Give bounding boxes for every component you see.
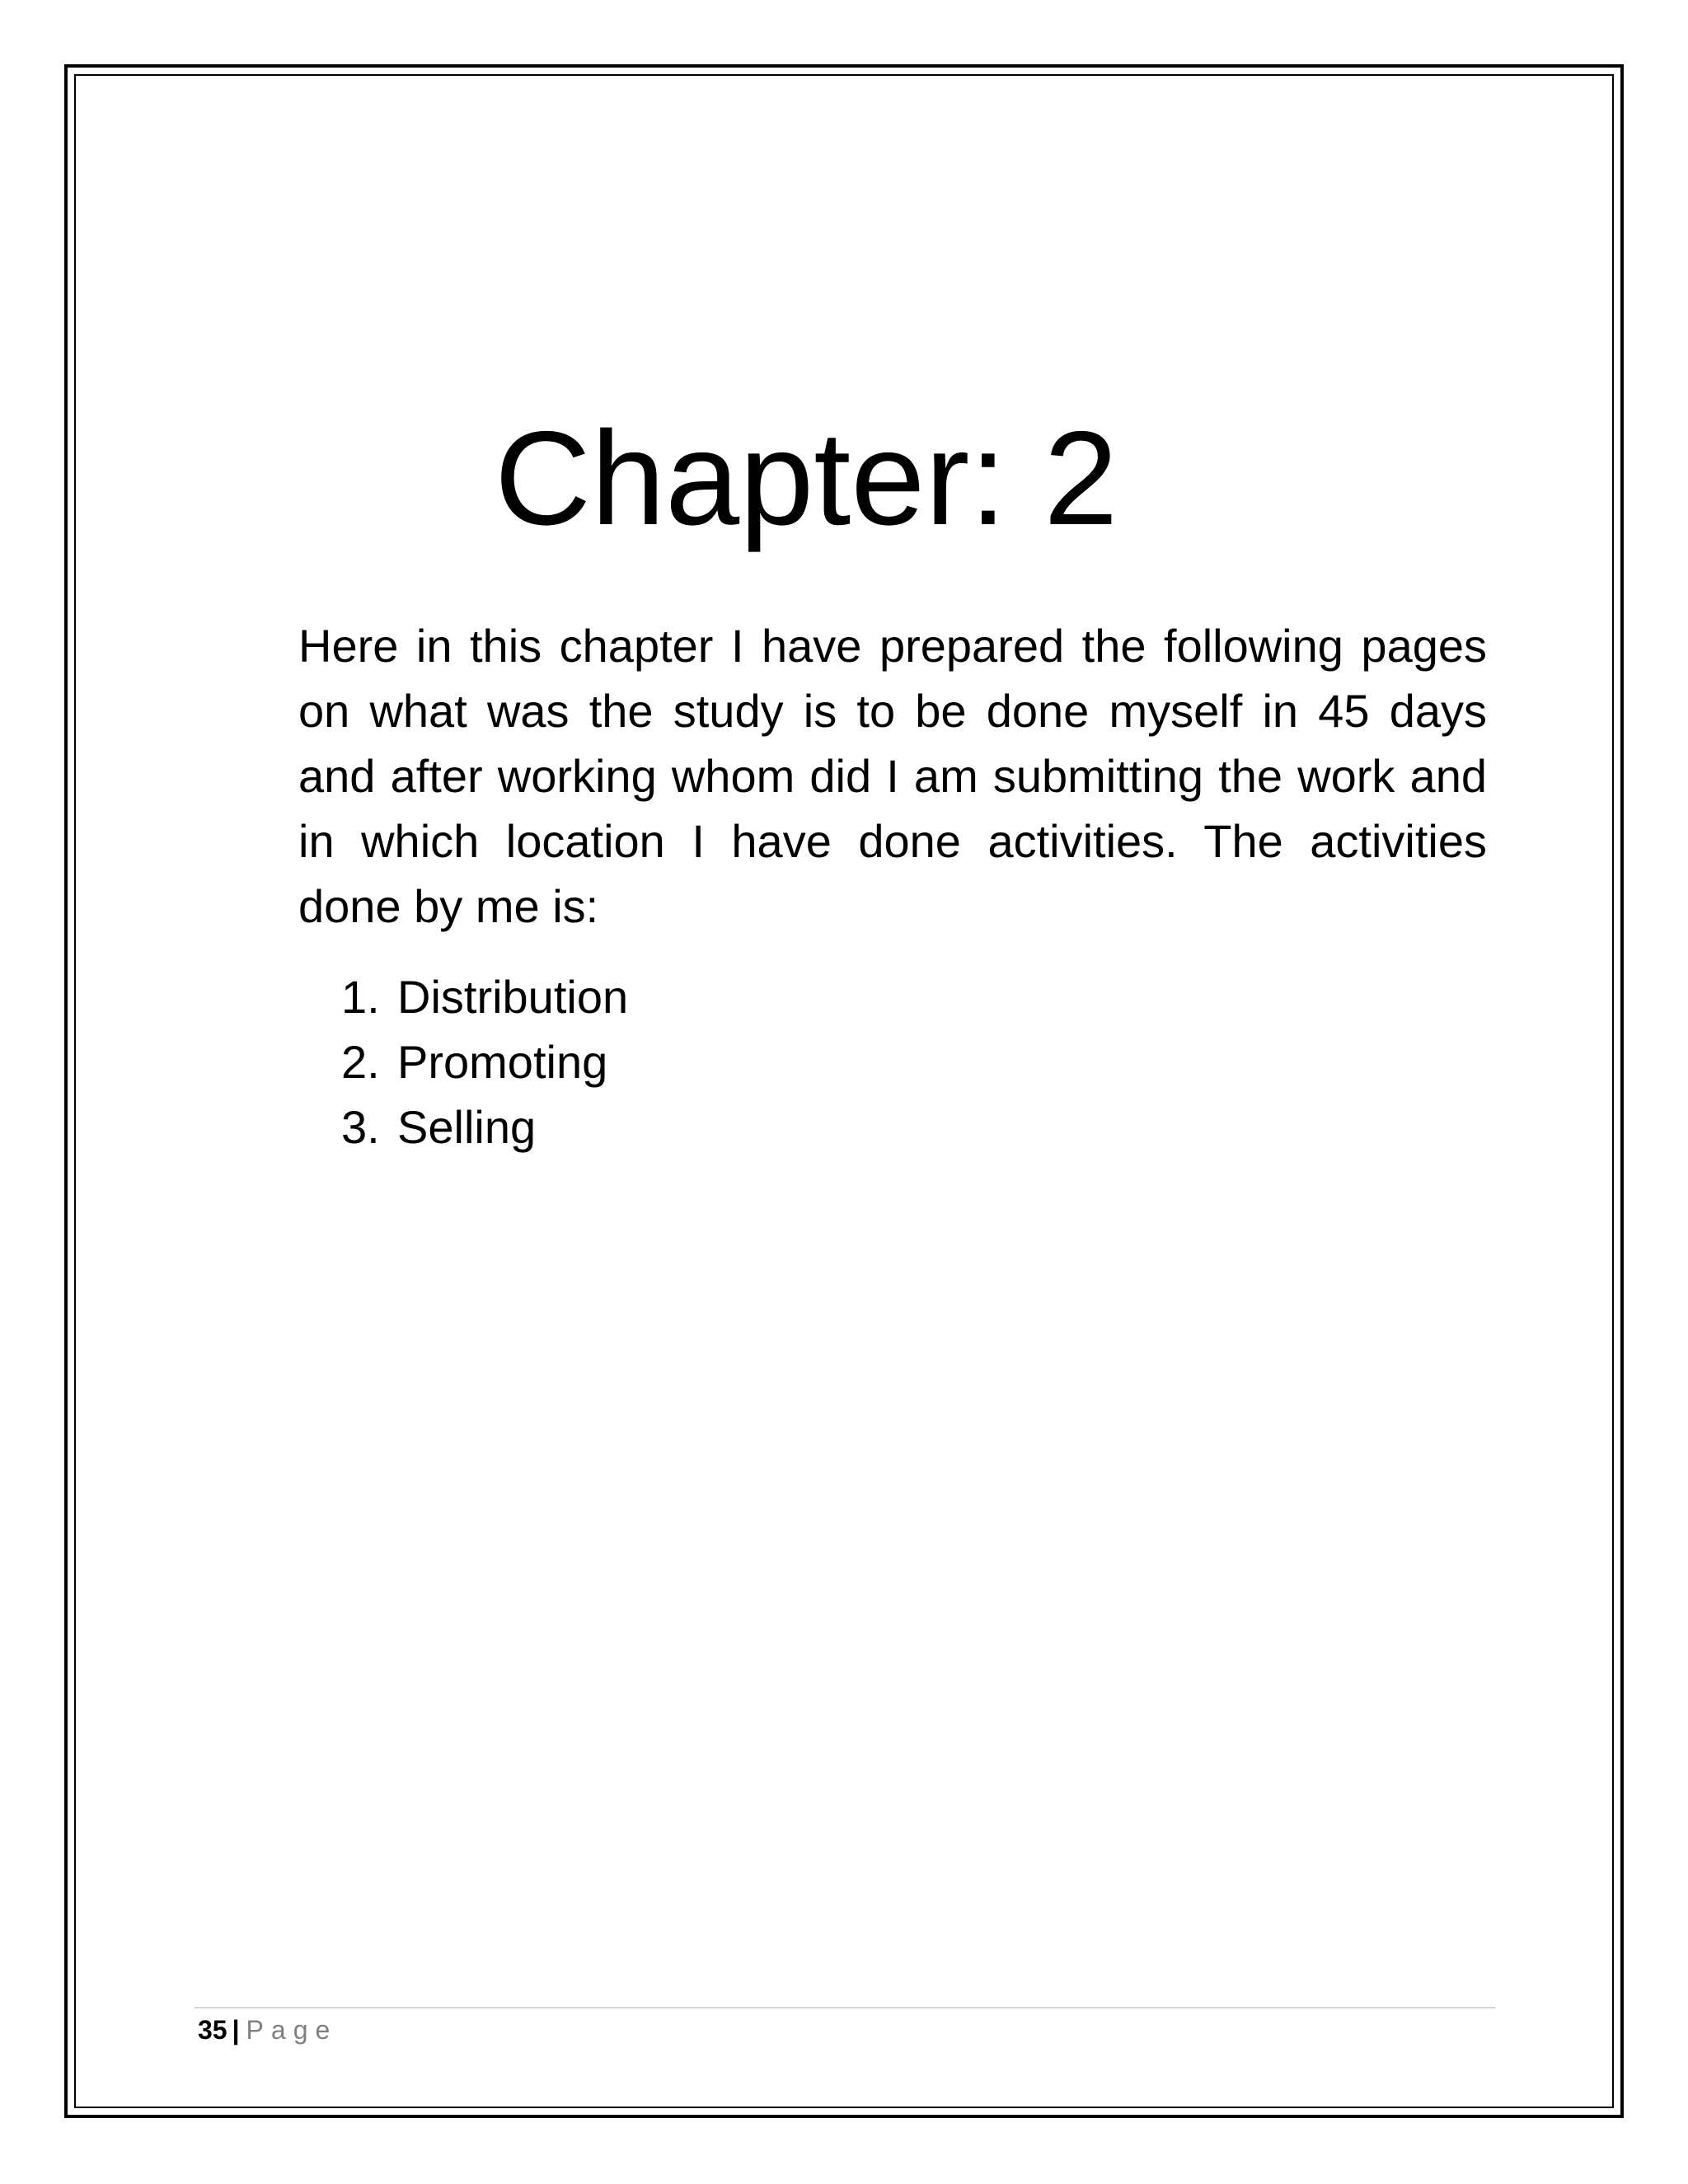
chapter-title: Chapter: 2 [495, 404, 1118, 553]
page-footer [198, 2012, 337, 2048]
list-item-label: Distribution [397, 971, 629, 1023]
list-item-number: 2. [341, 1036, 380, 1088]
page-label: Page [246, 2015, 338, 2045]
list-item [341, 964, 628, 1029]
activity-list [341, 964, 628, 1160]
list-item-label: Selling [397, 1101, 537, 1153]
list-item [341, 1094, 628, 1160]
footer-separator: | [232, 2015, 240, 2045]
list-item-label: Promoting [397, 1036, 608, 1088]
list-item [341, 1029, 628, 1094]
list-item-number: 3. [341, 1101, 380, 1153]
page-border-inner [74, 74, 1614, 2108]
page-number: 35 [198, 2015, 227, 2045]
intro-paragraph: Here in this chapter I have prepared the following pages on what was the study is to be done myself in 45 days and after working whom did I am submitting the work and in which location I have done activities. The activities done by me is: [298, 620, 1487, 932]
footer-divider [195, 2007, 1495, 2008]
list-item-number: 1. [341, 971, 380, 1023]
